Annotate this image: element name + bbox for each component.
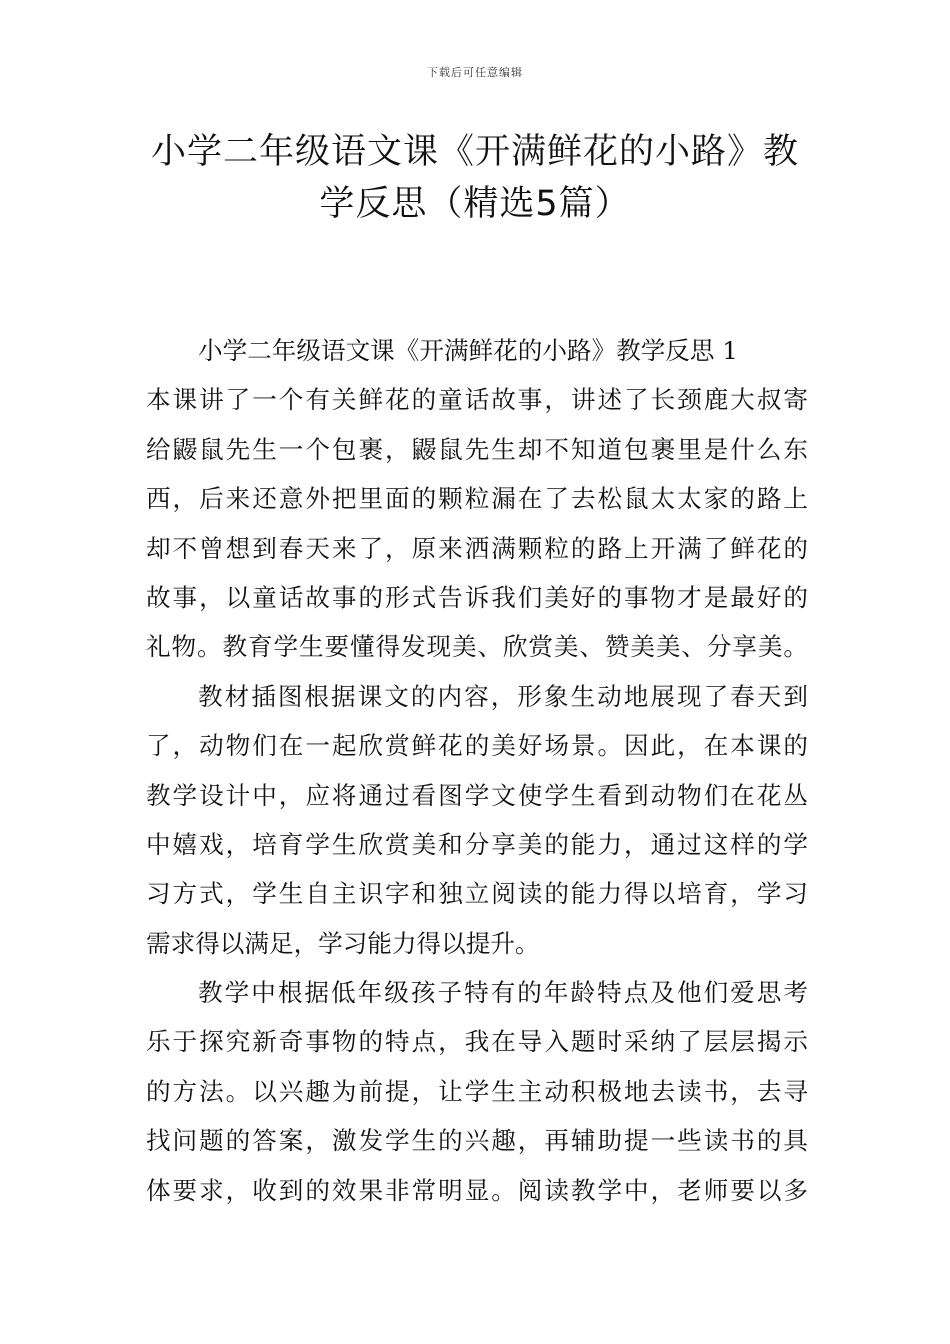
body-line: 小学二年级语文课《开满鲜花的小路》教学反思 1 — [198, 336, 738, 365]
body-line: 本课讲了一个有关鲜花的童话故事，讲述了长颈鹿大叔寄 — [146, 385, 808, 415]
header-note: 下载后可任意编辑 — [427, 66, 523, 79]
title-line-2: 学反思（精选5篇） — [319, 184, 631, 224]
body-line: 礼物。教育学生要懂得发现美、欣赏美、赞美美、分享美。 — [146, 632, 808, 662]
body-line: 体要求，收到的效果非常明显。阅读教学中，老师要以多 — [146, 1175, 808, 1205]
document-body — [146, 326, 808, 1215]
body-line: 给鼹鼠先生一个包裹，鼹鼠先生却不知道包裹里是什么东 — [146, 434, 808, 464]
body-line: 教学设计中，应将通过看图学文使学生看到动物们在花丛 — [146, 780, 808, 810]
body-line: 找问题的答案，激发学生的兴趣，再辅助提一些读书的具 — [146, 1126, 808, 1156]
body-line: 却不曾想到春天来了，原来洒满颗粒的路上开满了鲜花的 — [146, 533, 808, 563]
body-line: 的方法。以兴趣为前提，让学生主动积极地去读书，去寻 — [146, 1076, 808, 1106]
body-line: 中嬉戏，培育学生欣赏美和分享美的能力，通过这样的学 — [146, 829, 808, 859]
body-line: 习方式，学生自主识字和独立阅读的能力得以培育，学习 — [146, 879, 808, 909]
body-line: 故事，以童话故事的形式告诉我们美好的事物才是最好的 — [146, 582, 808, 612]
paragraph-1 — [146, 326, 808, 672]
body-line: 教学中根据低年级孩子特有的年龄特点及他们爱思考 — [198, 978, 808, 1008]
body-line: 需求得以满足，学习能力得以提升。 — [146, 928, 540, 958]
paragraph-2 — [146, 672, 808, 968]
document-title — [120, 126, 830, 230]
body-line: 教材插图根据课文的内容，形象生动地展现了春天到 — [198, 681, 808, 711]
paragraph-3 — [146, 968, 808, 1215]
body-line: 乐于探究新奇事物的特点，我在导入题时采纳了层层揭示 — [146, 1027, 808, 1057]
body-line: 西，后来还意外把里面的颗粒漏在了去松鼠太太家的路上 — [146, 484, 808, 514]
title-line-1: 小学二年级语文课《开满鲜花的小路》教 — [150, 132, 799, 172]
body-line: 了，动物们在一起欣赏鲜花的美好场景。因此，在本课的 — [146, 731, 808, 761]
